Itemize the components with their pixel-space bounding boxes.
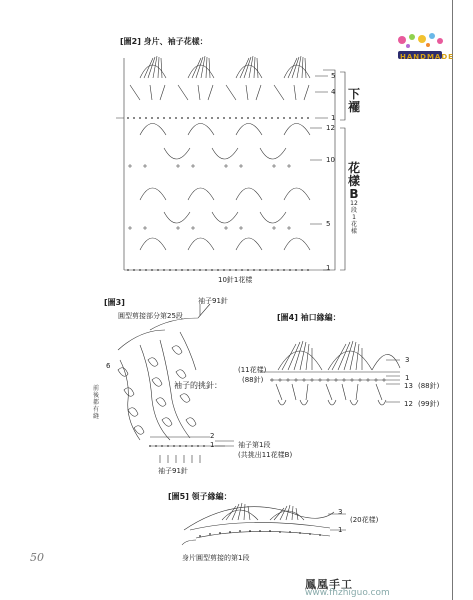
fig4-row-12: 12: [404, 400, 413, 408]
fig2-repeat-note: 12段1花樣: [350, 200, 358, 235]
fig5-chain: [199, 530, 321, 537]
fig5-row-1: 1: [338, 526, 343, 534]
fig4-count-11: (11花樣): [238, 366, 267, 374]
fig3-title: [圖3]: [104, 298, 125, 307]
fig3-sleeve-91-bottom: 袖子91針: [158, 467, 188, 475]
fig2-section-pattern: 花樣B: [348, 161, 361, 201]
fig3-sleeve-pick: (共挑出11花樣B): [238, 451, 293, 459]
fig2-width-note: 10針1花樣: [218, 276, 253, 284]
fig5-row-3: 3: [338, 508, 343, 516]
fig2-row-10: 10: [326, 156, 335, 164]
fig5-title: [圖5] 領子緣編：: [168, 492, 232, 501]
fig2-row-1-top: 1: [331, 114, 336, 122]
fig3-raglan-join: 圓型剪接部分第25段: [118, 312, 183, 320]
fig4-count-99: (99針): [418, 400, 440, 408]
fig2-title: [圖2] 身片、袖子花樣：: [120, 37, 208, 46]
fig3-front-label: 前後都有縫: [92, 385, 99, 420]
fig4-count-88-right: (88針): [418, 382, 440, 390]
fig3-num-6: 6: [106, 362, 111, 370]
watermark-top: 鳳凰手工: [305, 578, 353, 591]
logo-text: HANDMADE: [400, 53, 454, 61]
fig2-row-5-bottom: 5: [326, 220, 331, 228]
fig4-row-1: 1: [405, 374, 410, 382]
fig2-row-5-top: 5: [331, 72, 336, 80]
fig5-bottom-note: 身片圓型剪接的第1段: [182, 554, 250, 562]
fig2-row-12: 12: [326, 124, 335, 132]
fig4-count-88-left: (88針): [242, 376, 264, 384]
fig3-num-2: 2: [210, 432, 215, 440]
fig3-sleeve-stitches: 袖子的挑針：: [174, 381, 222, 390]
fig3-num-1: 1: [210, 441, 215, 449]
fig4-row-3: 3: [405, 356, 410, 364]
fig5-count-20: (20花樣): [350, 516, 379, 524]
fig4-title: [圖4] 袖口緣編：: [277, 313, 341, 322]
fig2-row-4: 4: [331, 88, 336, 96]
page-number: 50: [30, 551, 44, 564]
watermark-bottom: www.fhzhiguo.com: [305, 588, 390, 598]
fig3-sleeve-91: 袖子91針: [198, 297, 228, 305]
fig2-section-hem: 下襬: [348, 87, 361, 114]
fig3-sleeve-row1: 袖子第1段: [238, 441, 271, 449]
fig4-row-13: 13: [404, 382, 413, 390]
fig2-row-1-bottom: 1: [326, 264, 331, 272]
